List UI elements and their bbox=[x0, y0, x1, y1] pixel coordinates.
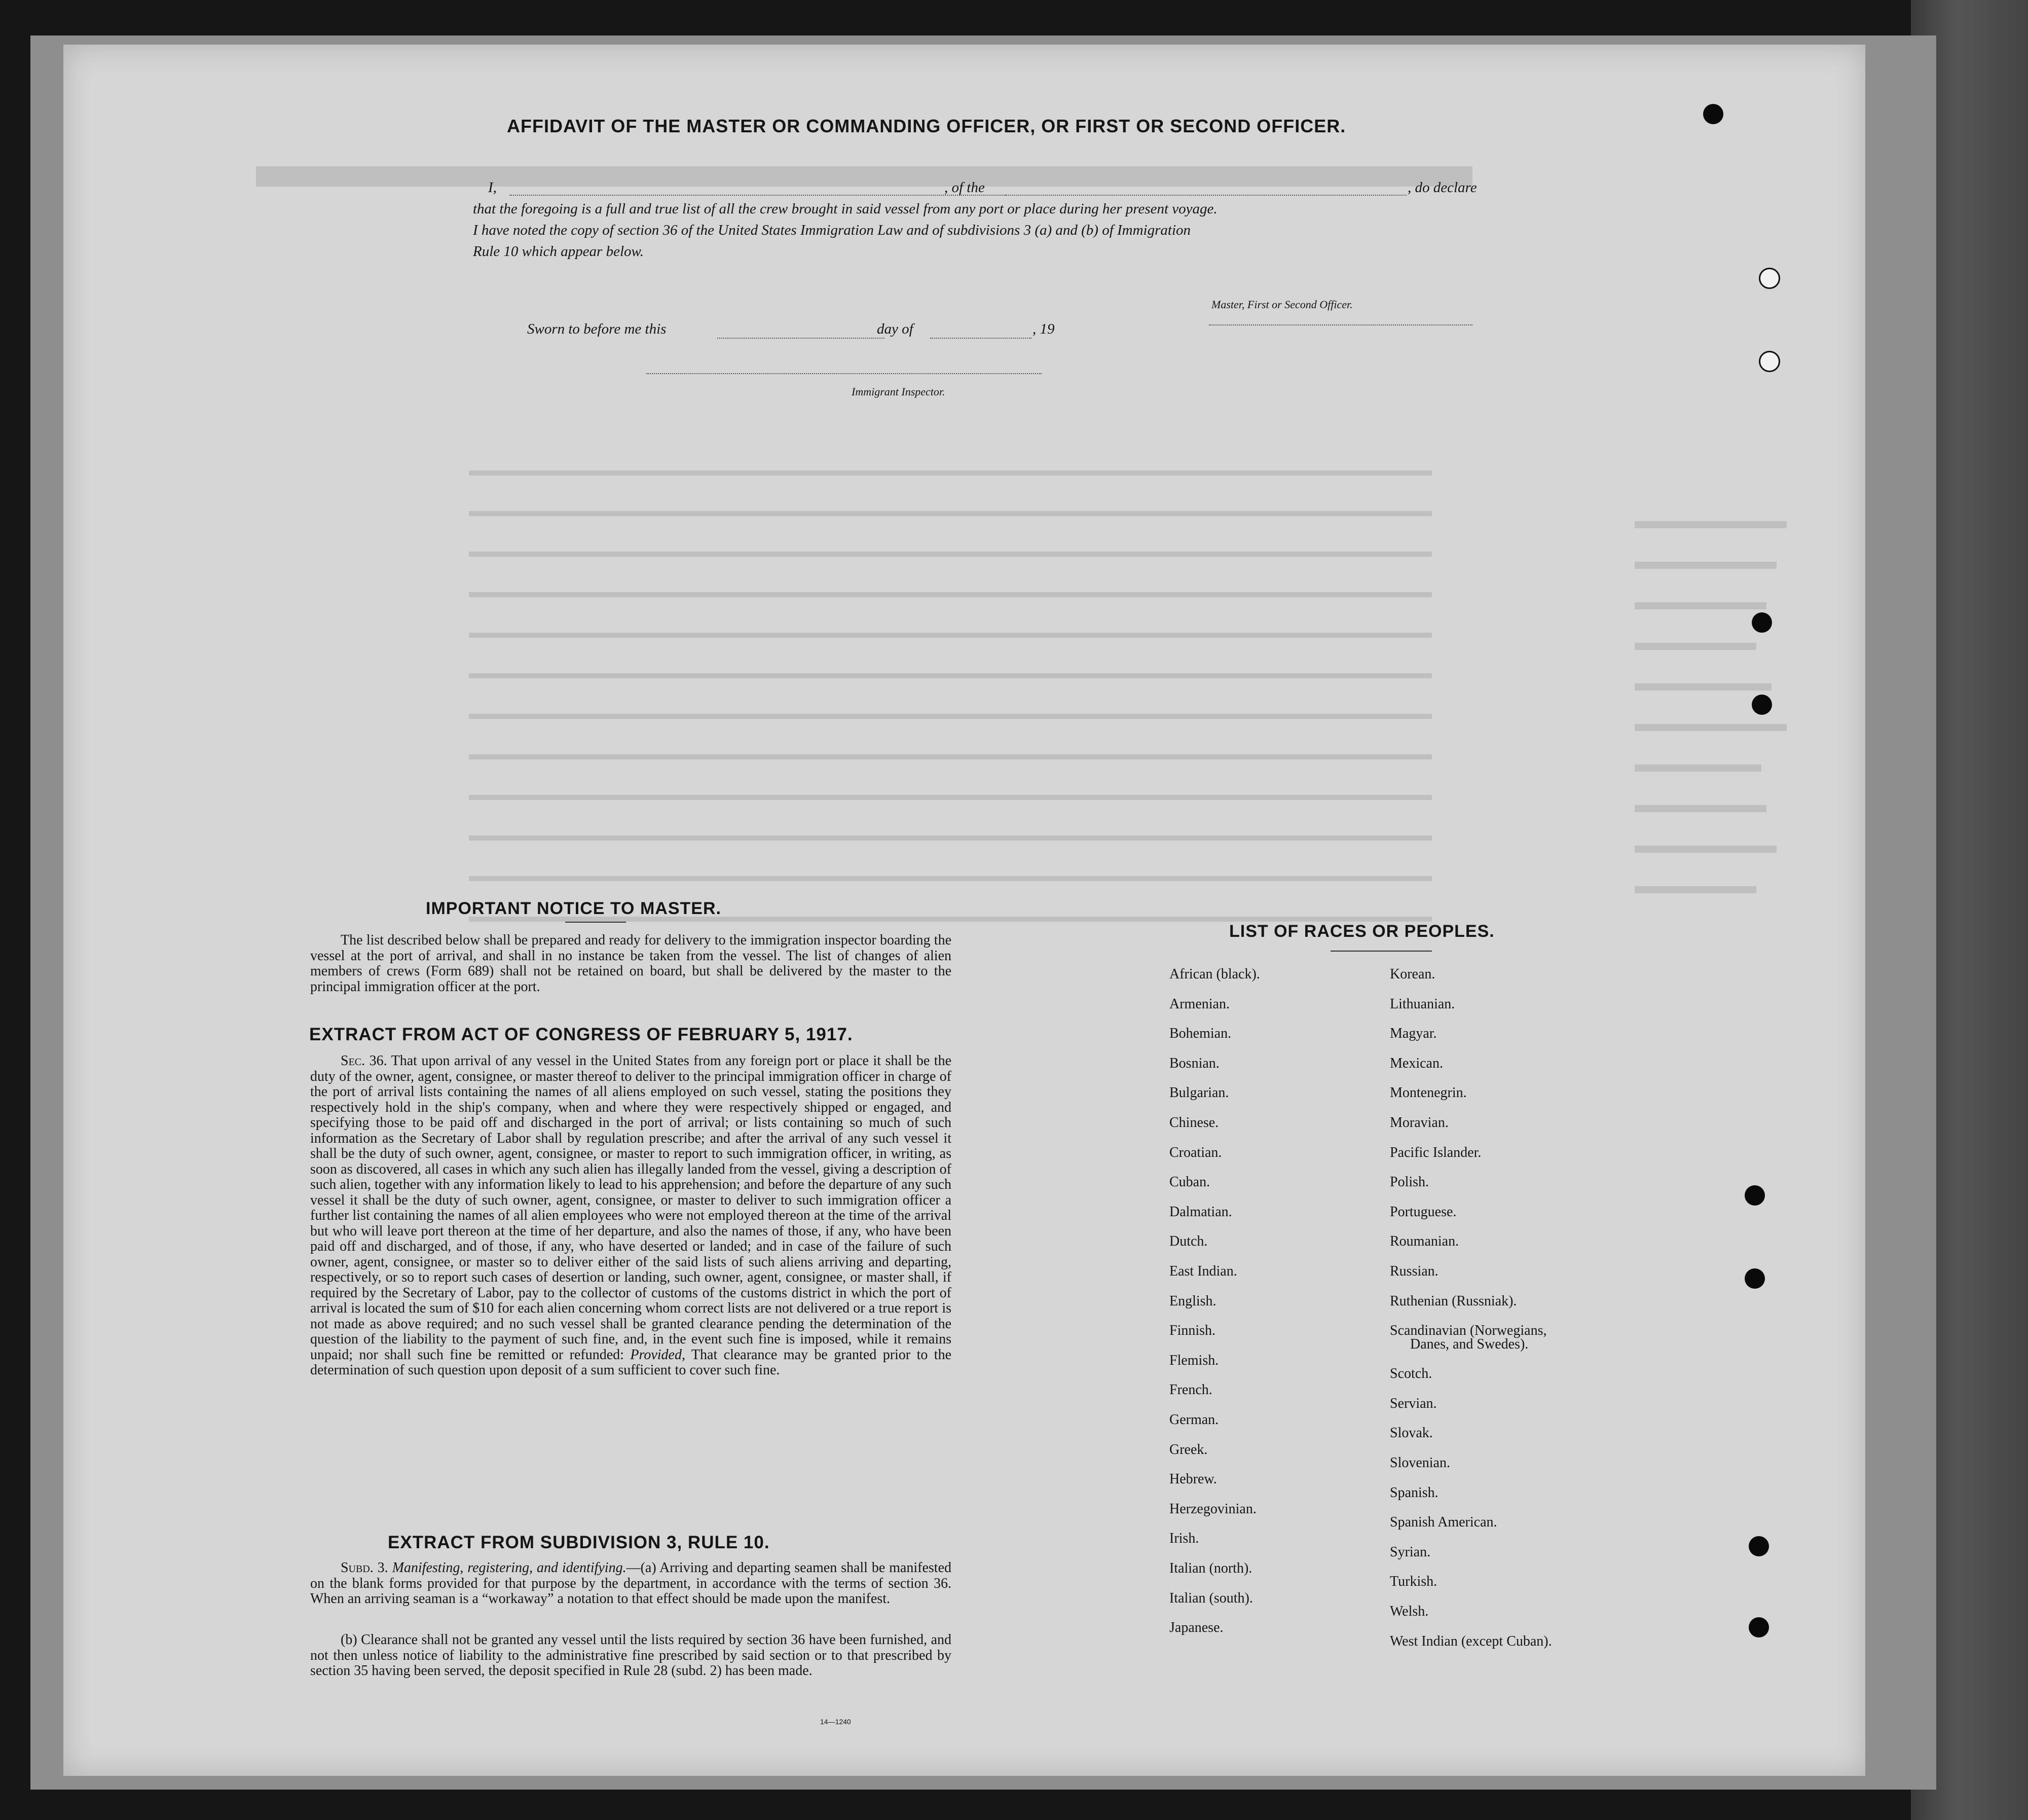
race-item: Irish. bbox=[1169, 1531, 1199, 1547]
race-item: Pacific Islander. bbox=[1390, 1144, 1482, 1160]
race-item: Bohemian. bbox=[1169, 1026, 1232, 1042]
race-item: Cuban. bbox=[1169, 1174, 1210, 1190]
race-item: Syrian. bbox=[1390, 1544, 1431, 1560]
notice-rule bbox=[565, 922, 626, 923]
rule-subd-heading: Manifesting, registering, and identifying. bbox=[392, 1560, 626, 1576]
race-item: African (black). bbox=[1169, 966, 1260, 982]
race-item: Polish. bbox=[1390, 1174, 1429, 1190]
race-item: Slovak. bbox=[1390, 1425, 1433, 1441]
document-page bbox=[63, 45, 1865, 1776]
race-item: German. bbox=[1169, 1412, 1219, 1428]
binder-hole bbox=[1749, 1536, 1769, 1556]
race-item: Armenian. bbox=[1169, 996, 1230, 1012]
race-item: Bulgarian. bbox=[1169, 1085, 1229, 1101]
affidavit-line-3: I have noted the copy of section 36 of the United States Immigration Law and of subdivisions 3 (a) and (b) of Immigration bbox=[473, 222, 1191, 238]
notice-title: IMPORTANT NOTICE TO MASTER. bbox=[426, 899, 721, 918]
vessel-blank-line bbox=[1006, 195, 1407, 196]
race-item: Greek. bbox=[1169, 1441, 1208, 1458]
race-item: Mexican. bbox=[1390, 1055, 1443, 1071]
sworn-day-line bbox=[717, 338, 884, 339]
race-item: Croatian. bbox=[1169, 1144, 1222, 1160]
race-item: Roumanian. bbox=[1390, 1233, 1459, 1250]
race-item: Hebrew. bbox=[1169, 1471, 1217, 1487]
race-item: Slovenian. bbox=[1390, 1454, 1450, 1471]
act-title: EXTRACT FROM ACT OF CONGRESS OF FEBRUARY 5, 1917. bbox=[309, 1025, 853, 1044]
rule-subd-label: Subd. 3. bbox=[341, 1560, 388, 1576]
race-item: Japanese. bbox=[1169, 1620, 1224, 1636]
race-item: Portuguese. bbox=[1390, 1204, 1457, 1220]
rule-subd-b: (b) Clearance shall not be granted any vessel until the lists required by section 36 have been furnished, and not then unless notice of liability to the administrative fine prescribed by said section or to that prescribed by section 35 having been served, the deposit specified in Rule 28 (subd. 2) has been made. bbox=[310, 1632, 951, 1679]
race-item: Russian. bbox=[1390, 1263, 1439, 1279]
race-item: Korean. bbox=[1390, 966, 1435, 982]
rule-title: EXTRACT FROM SUBDIVISION 3, RULE 10. bbox=[388, 1533, 770, 1552]
race-item: Bosnian. bbox=[1169, 1055, 1220, 1071]
act-body bbox=[310, 1053, 951, 1378]
race-item: Servian. bbox=[1390, 1395, 1437, 1411]
sworn-text: Sworn to before me this bbox=[527, 321, 667, 337]
race-item: Ruthenian (Russniak). bbox=[1390, 1293, 1517, 1309]
race-item: French. bbox=[1169, 1382, 1212, 1398]
binder-hole bbox=[1759, 268, 1780, 289]
inspector-signature-line bbox=[646, 373, 1042, 374]
race-item: Italian (north). bbox=[1169, 1560, 1252, 1576]
master-signature-label: Master, First or Second Officer. bbox=[1211, 298, 1353, 311]
affidavit-line-4: Rule 10 which appear below. bbox=[473, 243, 644, 260]
race-item: Herzegovinian. bbox=[1169, 1501, 1257, 1517]
race-item: East Indian. bbox=[1169, 1263, 1237, 1279]
races-title: LIST OF RACES OR PEOPLES. bbox=[1229, 922, 1495, 941]
affidavit-title: AFFIDAVIT OF THE MASTER OR COMMANDING OFFICER, OR FIRST OR SECOND OFFICER. bbox=[507, 116, 1346, 136]
affidavit-do-declare: , do declare bbox=[1408, 179, 1477, 196]
binder-hole bbox=[1749, 1617, 1769, 1637]
sworn-month-line bbox=[930, 338, 1031, 339]
race-item: Scandinavian (Norwegians, bbox=[1390, 1323, 1547, 1339]
year-text: , 19 bbox=[1033, 321, 1055, 337]
binder-hole bbox=[1752, 612, 1772, 633]
act-section-label: Sec. 36. bbox=[341, 1053, 387, 1069]
race-item: Scotch. bbox=[1390, 1366, 1432, 1382]
race-item: Chinese. bbox=[1169, 1115, 1219, 1131]
act-text: That upon arrival of any vessel in the United States from any foreign port or place it shall be the duty of the owner, agent, consignee, or master thereof to deliver to the principal immigration officer in charge of the port of arrival lists containing the names of all aliens employed on such vessel, stating the positions they respectively hold in the ship's company, when and where they were respectively shipped or engaged, and specifying those to be paid off and discharged in the port of arrival; or lists containing so much of such information as the Secretary of Labor shall by regulation prescribe; and after the arrival of any such vessel it shall be the duty of such owner, agent, consignee, or master to report to such immigration officer, in writing, as soon as discovered, all cases in which any such alien has illegally landed from the vessel, giving a description of such alien, together with any information likely to lead to his apprehension; and before the departure of any such vessel it shall be the duty of such owner, agent, consignee, or master to deliver to such immigration officer a further list containing the names of all alien employees who were not employed thereon at the time of the arrival but who will leave port thereon at the time of her departure, and also the names of those, if any, who have been paid off and discharged, and of those, if any, who have deserted or landed; and in case of the failure of such owner, agent, consignee, or master so to deliver either of the said lists of such aliens arriving and departing, respectively, or so to report such cases of desertion or landing, such owner, agent, consignee, or master shall, if required by the Secretary of Labor, pay to the collector of customs of the customs district in which the port of arrival is located the sum of $10 for each alien concerning whom correct lists are not delivered or a true report is not made as above required; and no such vessel shall be granted clearance pending the determination of the question of the liability to the payment of such fine, and, in the event such fine is imposed, while it remains unpaid; nor shall such fine be remitted or refunded: bbox=[310, 1053, 952, 1363]
affidavit-i: I, bbox=[488, 179, 497, 196]
race-item: Dutch. bbox=[1169, 1233, 1208, 1250]
day-of-text: day of bbox=[877, 321, 913, 337]
race-item: Danes, and Swedes). bbox=[1410, 1336, 1529, 1352]
race-item: Finnish. bbox=[1169, 1323, 1216, 1339]
race-item: Moravian. bbox=[1390, 1115, 1449, 1131]
rule-a-text: —(a) Arriving and departing seamen shall be manifested on the blank forms provided for that purpose by the department, in accordance with the terms of section 36. When an arriving seaman is a “workaway” a notation to that effect should be made upon the manifest. bbox=[310, 1560, 951, 1607]
master-signature-line bbox=[1209, 324, 1472, 325]
race-item: Dalmatian. bbox=[1169, 1204, 1232, 1220]
race-item: English. bbox=[1169, 1293, 1216, 1309]
race-item: Montenegrin. bbox=[1390, 1085, 1467, 1101]
race-item: West Indian (except Cuban). bbox=[1390, 1633, 1552, 1649]
bleed-through-texture bbox=[165, 146, 1837, 957]
notice-text: The list described below shall be prepared and ready for delivery to the immigration inspector boarding the vessel at the port of arrival, and shall in no instance be taken from the vessel. The list of changes of alien members of crews (Form 689) shall not be retained on board, but shall be delivered by the master to the principal immigration officer at the port. bbox=[310, 932, 951, 995]
affidavit-line-2: that the foregoing is a full and true list of all the crew brought in said vessel from any port or place during her present voyage. bbox=[473, 201, 1218, 217]
race-item: Spanish. bbox=[1390, 1484, 1439, 1501]
name-blank-line bbox=[509, 195, 1006, 196]
form-code: 14—1240 bbox=[820, 1718, 851, 1726]
affidavit-of-the: , of the bbox=[944, 179, 985, 196]
punch-hole bbox=[1703, 104, 1723, 124]
race-item: Turkish. bbox=[1390, 1574, 1437, 1590]
race-item: Lithuanian. bbox=[1390, 996, 1455, 1012]
rule-subd-a bbox=[310, 1560, 951, 1607]
race-item: Welsh. bbox=[1390, 1603, 1429, 1619]
binder-hole bbox=[1759, 351, 1780, 372]
inspector-label: Immigrant Inspector. bbox=[852, 385, 945, 398]
binder-hole bbox=[1745, 1268, 1765, 1289]
binder-hole bbox=[1745, 1185, 1765, 1206]
binder-hole bbox=[1752, 695, 1772, 715]
race-item: Italian (south). bbox=[1169, 1590, 1253, 1606]
race-item: Spanish American. bbox=[1390, 1514, 1497, 1531]
races-rule bbox=[1331, 951, 1432, 952]
race-item: Flemish. bbox=[1169, 1352, 1219, 1368]
race-item: Magyar. bbox=[1390, 1026, 1437, 1042]
act-provided-label: Provided, bbox=[630, 1346, 685, 1363]
act-provided-text: That clearance may be granted prior to the determination of such question upon deposit of a sum sufficient to cover such fine. bbox=[310, 1346, 951, 1378]
